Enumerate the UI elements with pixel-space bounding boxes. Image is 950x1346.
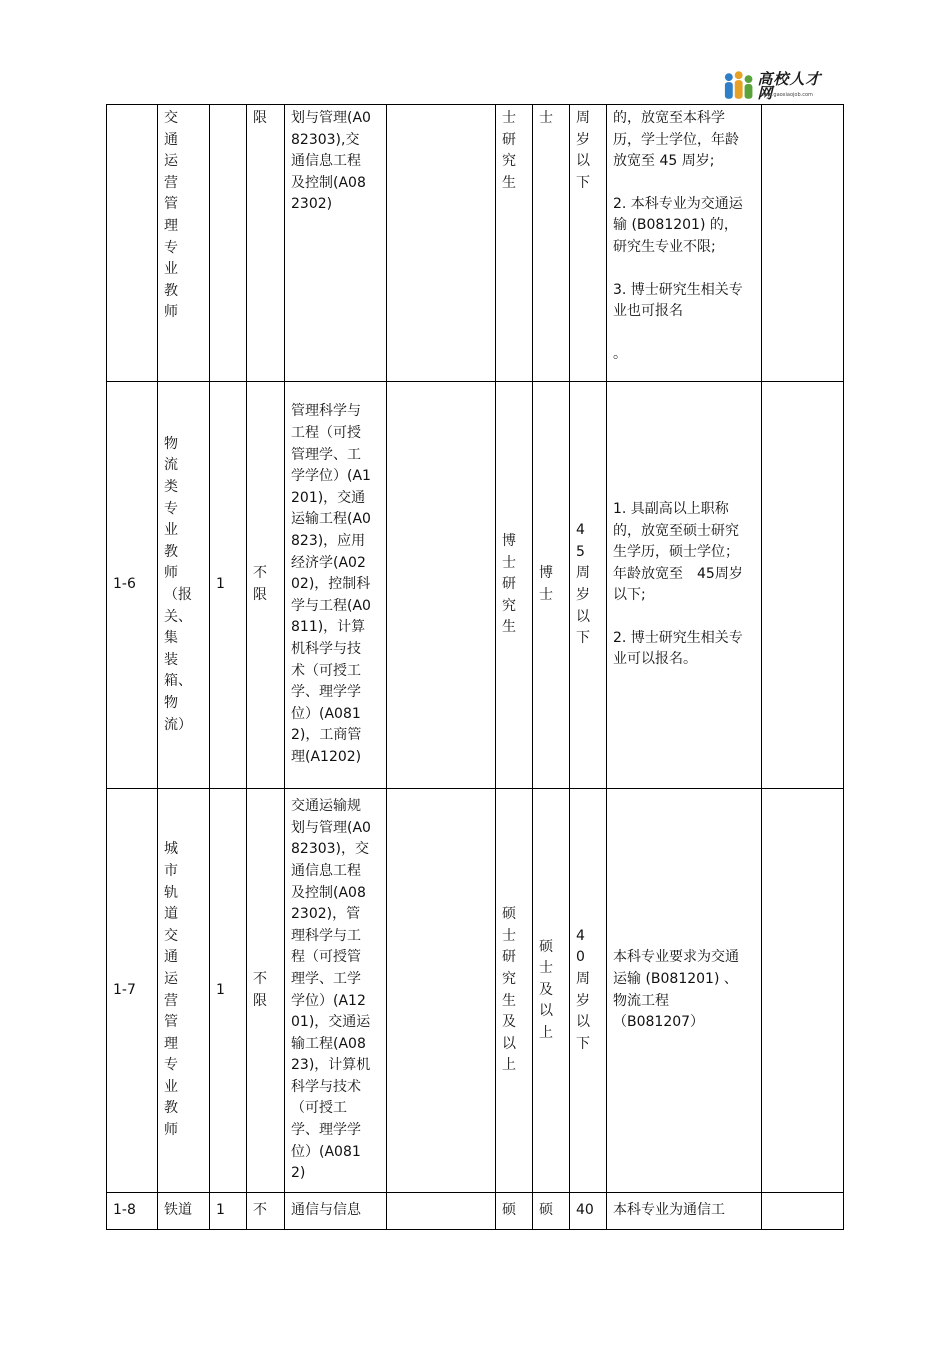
req-line: 1. 具副高以上职称的，放宽至硕士研究生学历，硕士学位；年龄放宽至 45周岁以下;	[613, 500, 743, 604]
cell-education: 硕	[496, 1193, 533, 1230]
cell-blank	[387, 105, 496, 382]
cell-count: 1	[210, 382, 247, 789]
req-line: 的，放宽至本科学历，学士学位，年龄放宽至 45 周岁;	[613, 110, 739, 170]
logo-url: www.gaoxiaojob.com	[760, 92, 813, 98]
logo-text: 高校人才网	[757, 70, 822, 102]
people-logo-icon	[720, 71, 755, 101]
cell-major: 管理科学与工程（可授管理学、工学学位）(A1201)，交通运输工程(A0823)，应用经济学(A0202)，控制科学与工程(A0811)，计算机科学与技术（可授工学、理学学位）(A0812)，工商管理(A1202)	[285, 382, 387, 789]
cell-gender: 不限	[247, 789, 285, 1193]
cell-requirements	[607, 105, 762, 382]
cell-requirements: 本科专业为通信工	[607, 1193, 762, 1230]
cell-count: 1	[210, 1193, 247, 1230]
cell-no: 1-7	[107, 789, 158, 1193]
cell-requirements	[607, 382, 762, 789]
cell-age: 45周岁以下	[570, 382, 607, 789]
cell-no	[107, 105, 158, 382]
cell-education: 硕士研究生及以上	[496, 789, 533, 1193]
cell-degree: 博士	[533, 382, 570, 789]
cell-blank	[387, 789, 496, 1193]
site-logo	[720, 70, 836, 102]
cell-post: 物流类专业教师（报关、集装箱、物流）	[158, 382, 210, 789]
cell-gender: 限	[247, 105, 285, 382]
cell-education: 博士研究生	[496, 382, 533, 789]
cell-count: 1	[210, 789, 247, 1193]
cell-gender: 不	[247, 1193, 285, 1230]
cell-post: 铁道	[158, 1193, 210, 1230]
cell-extra	[762, 105, 844, 382]
cell-degree: 硕	[533, 1193, 570, 1230]
cell-degree: 硕士及以上	[533, 789, 570, 1193]
cell-age: 周岁以下	[570, 105, 607, 382]
req-line: 。	[613, 345, 627, 362]
cell-post: 交通运营管理专业教师	[158, 105, 210, 382]
cell-blank	[387, 382, 496, 789]
cell-extra	[762, 382, 844, 789]
req-line: 2. 本科专业为交通运输 (B081201) 的，研究生专业不限;	[613, 195, 743, 255]
recruitment-table	[106, 104, 844, 1230]
cell-major: 划与管理(A082303),交通信息工程及控制(A082302)	[285, 105, 387, 382]
table-row	[107, 105, 844, 382]
req-line: 3. 博士研究生相关专业也可报名	[613, 281, 743, 320]
table-row	[107, 382, 844, 789]
cell-count	[210, 105, 247, 382]
cell-age: 40	[570, 1193, 607, 1230]
cell-extra	[762, 789, 844, 1193]
req-line: 2. 博士研究生相关专业可以报名。	[613, 629, 743, 668]
cell-post: 城市轨道交通运营管理专业教师	[158, 789, 210, 1193]
cell-no: 1-6	[107, 382, 158, 789]
cell-major: 交通运输规划与管理(A082303)，交通信息工程及控制(A082302)，管理科学与工程（可授管理学、工学学位）(A1201)，交通运输工程(A0823)，计算机科学与技术（可授工学、理学学位）(A0812)	[285, 789, 387, 1193]
cell-major: 通信与信息	[285, 1193, 387, 1230]
req-line: 本科专业要求为交通运输 (B081201) 、物流工程 （B081207）	[613, 949, 739, 1031]
cell-gender: 不限	[247, 382, 285, 789]
cell-extra	[762, 1193, 844, 1230]
cell-degree: 士	[533, 105, 570, 382]
cell-blank	[387, 1193, 496, 1230]
cell-education: 士研究生	[496, 105, 533, 382]
table-row	[107, 789, 844, 1193]
table-row	[107, 1193, 844, 1230]
cell-no: 1-8	[107, 1193, 158, 1230]
cell-age: 40周岁以下	[570, 789, 607, 1193]
cell-requirements	[607, 789, 762, 1193]
